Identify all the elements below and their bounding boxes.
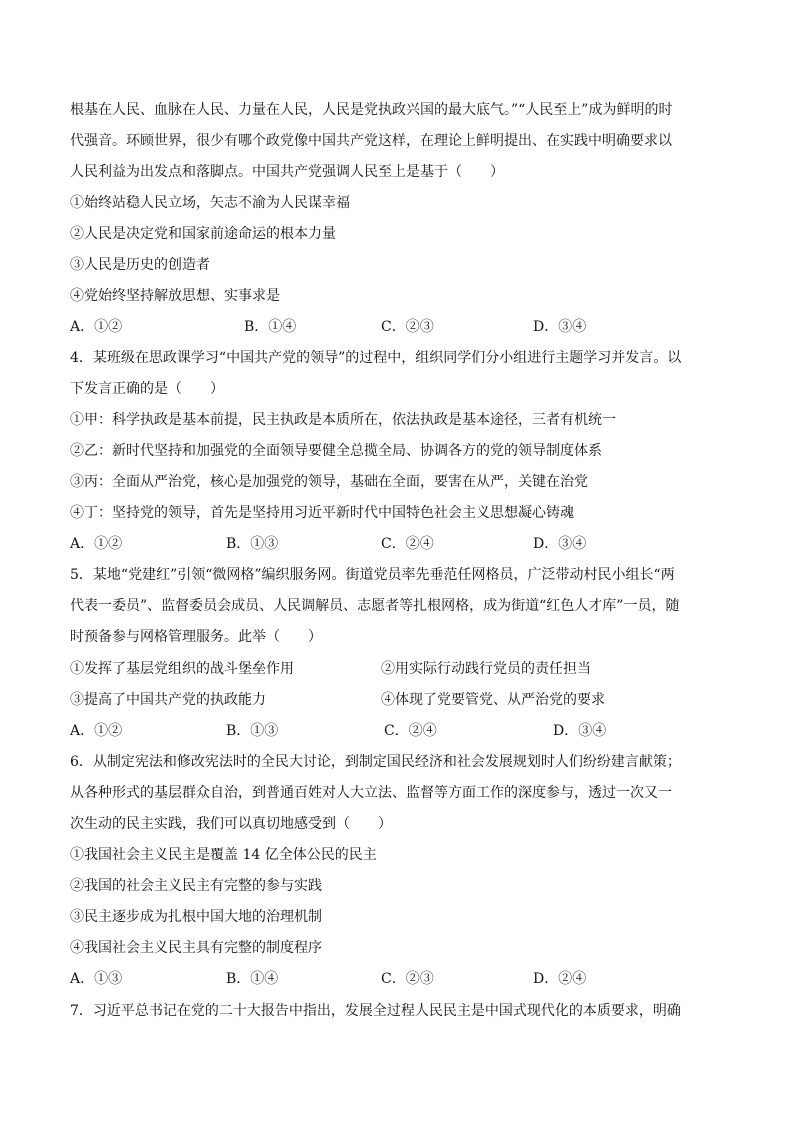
question-7-text: 7．习近平总书记在党的二十大报告中指出，发展全过程人民民主是中国式现代化的本质要求，明确 [70,1003,681,1019]
answer-option-b: B．①④ [244,319,297,335]
statement-item: ④党始终坚持解放思想、实事求是 [70,288,280,304]
statement-item: ③丙：全面从严治党，核心是加强党的领导，基础在全面，要害在从严，关键在治党 [70,474,588,490]
answer-option-a: A．①③ [70,971,123,987]
question-6-text: 次生动的民主实践，我们可以真切地感受到（ ） [70,816,392,832]
answer-option-d: D．③④ [553,723,607,739]
answer-option-a: A．①② [70,319,123,335]
question-6-text: 6．从制定宪法和修改宪法时的全民大讨论，到制定国民经济和社会发展规划时人们纷纷建言献策； [70,754,681,770]
answer-option-b: B．①③ [226,723,279,739]
answer-option-d: D．③④ [533,536,587,552]
statement-item: ③民主逐步成为扎根中国大地的治理机制 [70,909,322,925]
statement-item: ④丁：坚持党的领导，首先是坚持用习近平新时代中国特色社会主义思想凝心铸魂 [70,505,574,521]
statement-item: ②乙：新时代坚持和加强党的全面领导要健全总揽全局、协调各方的党的领导制度体系 [70,443,602,459]
statement-item: ③提高了中国共产党的执政能力 [70,692,266,708]
statement-item: ①发挥了基层党组织的战斗堡垒作用 [70,661,294,677]
question-5-text: 时预备参与网格管理服务。此举（ ） [70,629,322,645]
answer-option-b: B．①④ [226,971,279,987]
answer-option-c: C．②④ [384,723,437,739]
question-5-text: 5．某地“党建红”引领“微网格”编织服务网。街道党员率先垂范任网格员，广泛带动村民小组长“两 [70,567,675,583]
statement-item: ②我国的社会主义民主有完整的参与实践 [70,878,322,894]
question-6-text: 从各种形式的基层群众自治，到普通百姓对人大立法、监督等方面工作的深度参与，透过一次又一 [70,785,672,801]
answer-option-a: A．①② [70,536,123,552]
answer-option-b: B．①③ [226,536,279,552]
statement-item: ③人民是历史的创造者 [70,257,210,273]
question-text-line: 代强音。环顾世界，很少有哪个政党像中国共产党这样，在理论上鲜明提出、在实践中明确要求以 [70,133,672,149]
statement-item: ②用实际行动践行党员的责任担当 [381,661,591,677]
answer-option-a: A．①② [70,723,123,739]
statement-item: ④体现了党要管党、从严治党的要求 [381,692,605,708]
answer-option-d: D．②④ [533,971,587,987]
question-text-line: 根基在人民、血脉在人民、力量在人民，人民是党执政兴国的最大底气。”“人民至上”成为鲜明的时 [70,102,673,118]
question-4-text: 下发言正确的是（ ） [70,381,224,397]
question-5-text: 代表一委员”、监督委员会成员、人民调解员、志愿者等扎根网格，成为街道“红色人才库”一员，随 [70,598,680,614]
statement-item: ①甲：科学执政是基本前提，民主执政是本质所在，依法执政是基本途径，三者有机统一 [70,412,616,428]
question-4-text: 4．某班级在思政课学习“中国共产党的领导”的过程中，组织同学们分小组进行主题学习并发言。以 [70,350,682,366]
answer-option-c: C．②③ [381,971,434,987]
statement-item: ①我国社会主义民主是覆盖 14 亿全体公民的民主 [70,847,377,863]
statement-item: ②人民是决定党和国家前途命运的根本力量 [70,226,336,242]
statement-item: ①始终站稳人民立场，矢志不渝为人民谋幸福 [70,195,350,211]
answer-option-c: C．②③ [381,319,434,335]
answer-option-d: D．③④ [533,319,587,335]
statement-item: ④我国社会主义民主具有完整的制度程序 [70,940,322,956]
answer-option-c: C．②④ [381,536,434,552]
question-text-line: 人民利益为出发点和落脚点。中国共产党强调人民至上是基于（ ） [70,164,504,180]
